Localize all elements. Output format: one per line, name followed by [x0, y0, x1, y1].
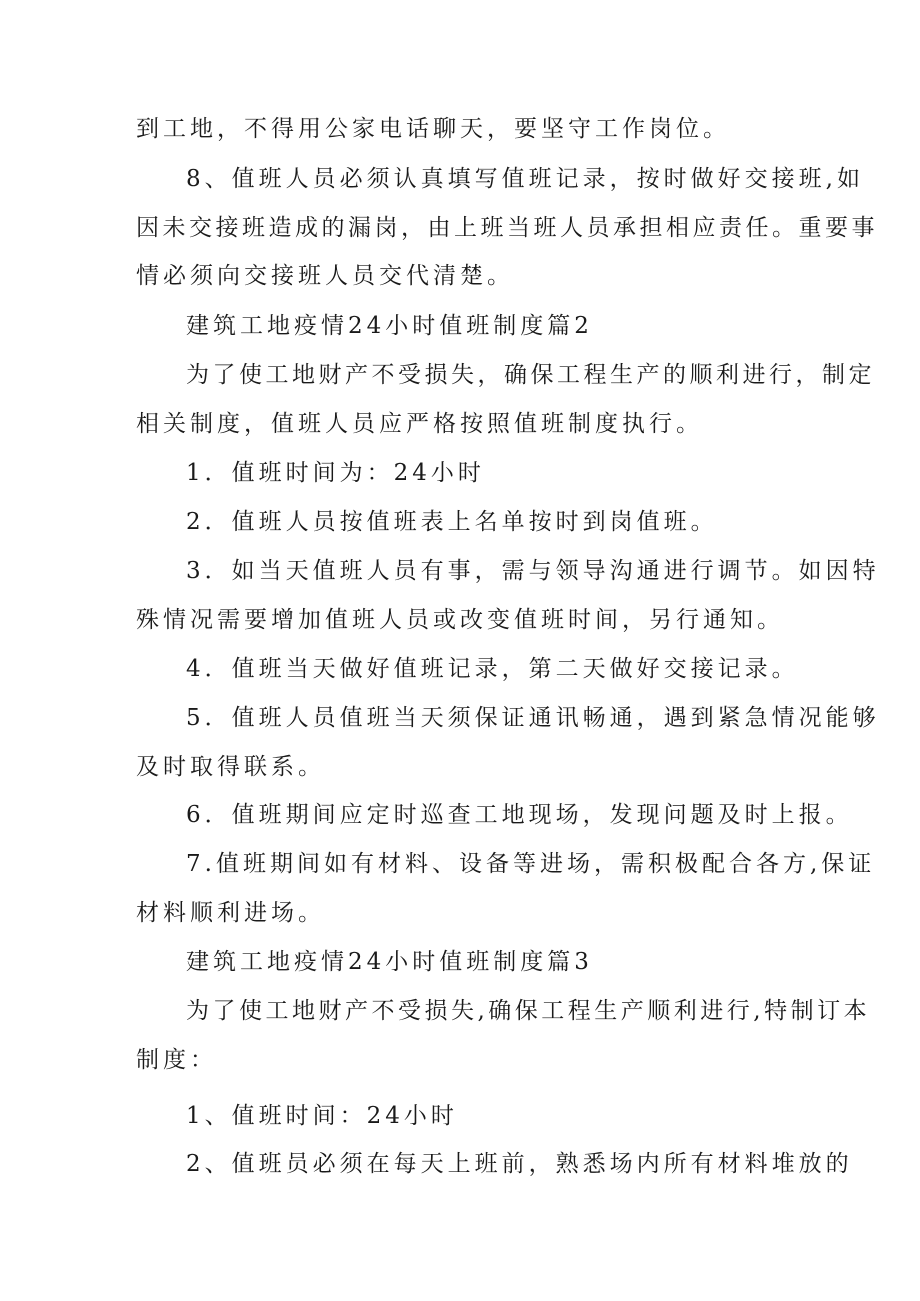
list-item: 6．值班期间应定时巡查工地现场，发现问题及时上报。 [186, 802, 853, 828]
text-line: 8、值班人员必须认真填写值班记录，按时做好交接班,如 [186, 166, 864, 192]
section-heading: 建筑工地疫情24小时值班制度篇3 [186, 949, 593, 975]
list-item: 3．如当天值班人员有事，需与领导沟通进行调节。如因特 [186, 558, 880, 584]
text-line: 到工地，不得用公家电话聊天，要坚守工作岗位。 [136, 116, 730, 142]
text-line: 情必须向交接班人员交代清楚。 [136, 263, 514, 289]
text-line: 制度： [136, 1047, 217, 1073]
section-heading: 建筑工地疫情24小时值班制度篇2 [186, 313, 593, 339]
text-line: 及时取得联系。 [136, 754, 325, 780]
list-item: 2．值班人员按值班表上名单按时到岗值班。 [186, 509, 718, 535]
text-line: 因未交接班造成的漏岗，由上班当班人员承担相应责任。重要事 [136, 215, 878, 241]
list-item: 7.值班期间如有材料、设备等进场，需积极配合各方,保证 [186, 851, 876, 877]
text-line: 为了使工地财产不受损失，确保工程生产的顺利进行，制定 [186, 362, 875, 388]
text-line: 相关制度，值班人员应严格按照值班制度执行。 [136, 411, 703, 437]
list-item: 5．值班人员值班当天须保证通讯畅通，遇到紧急情况能够 [186, 705, 880, 731]
list-item: 1、值班时间：24小时 [186, 1103, 458, 1129]
list-item: 2、值班员必须在每天上班前，熟悉场内所有材料堆放的 [186, 1151, 853, 1177]
text-line: 殊情况需要增加值班人员或改变值班时间，另行通知。 [136, 607, 784, 633]
list-item: 1．值班时间为：24小时 [186, 460, 485, 486]
text-line: 为了使工地财产不受损失,确保工程生产顺利进行,特制订本 [186, 998, 871, 1024]
list-item: 4．值班当天做好值班记录，第二天做好交接记录。 [186, 656, 799, 682]
text-line: 材料顺利进场。 [136, 900, 325, 926]
